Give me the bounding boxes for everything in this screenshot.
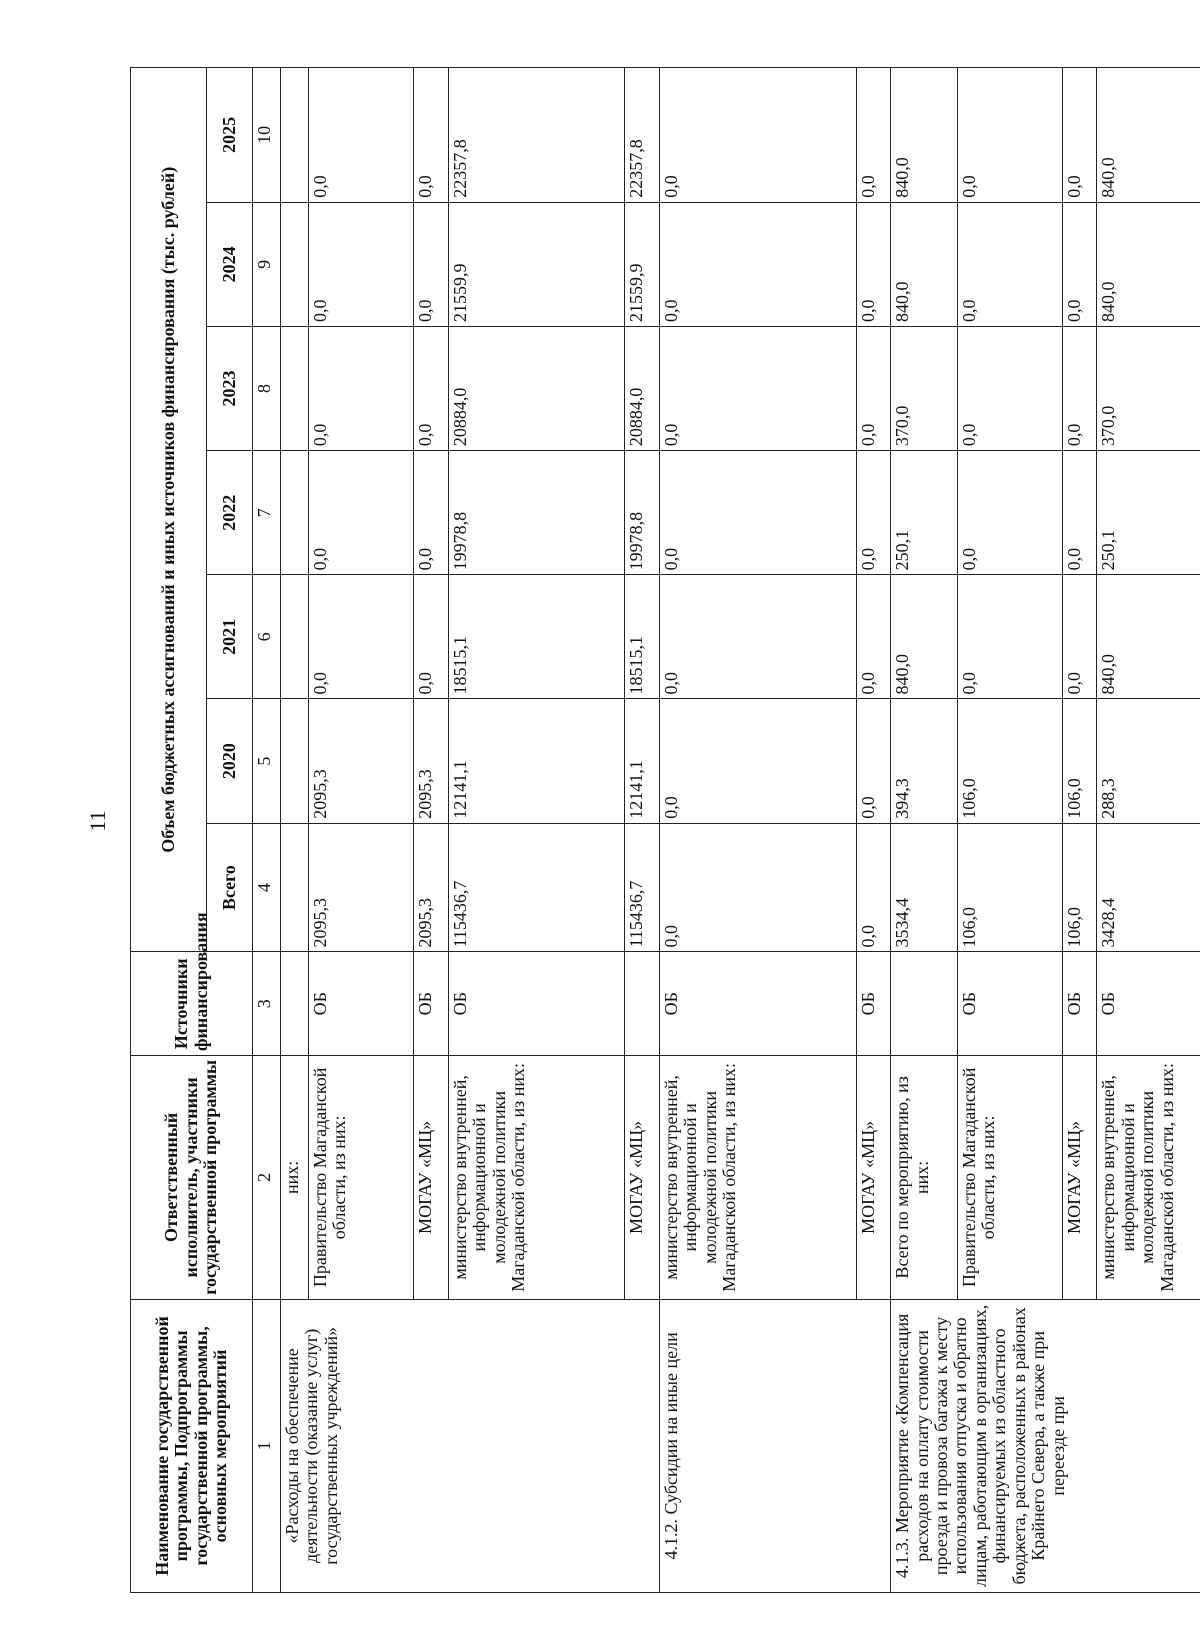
table-row [891, 68, 957, 1593]
value-cell: 0,0 [309, 326, 414, 450]
value-cell [281, 202, 309, 326]
value-cell: 840,0 [891, 202, 957, 326]
value-cell: 21559,9 [448, 202, 624, 326]
value-cell: 106,0 [957, 699, 1062, 823]
table-row [659, 68, 856, 1593]
value-cell: 0,0 [309, 68, 414, 203]
value-cell: 370,0 [1097, 326, 1200, 450]
column-number: 2 [253, 1055, 281, 1299]
value-cell: 0,0 [414, 68, 448, 203]
value-cell: 115436,7 [448, 823, 624, 952]
value-cell: 0,0 [856, 451, 890, 575]
value-cell: 115436,7 [625, 823, 659, 952]
source-cell: ОБ [309, 952, 414, 1055]
column-number: 8 [253, 326, 281, 450]
budget-table [130, 67, 1200, 1593]
value-cell: 0,0 [1063, 202, 1097, 326]
value-cell: 0,0 [309, 575, 414, 699]
value-cell: 0,0 [856, 202, 890, 326]
executor-cell: министерство внутренней, информационной и молодежной политики Магаданской области, из них: [659, 1055, 856, 1299]
header-year: 2023 [207, 326, 253, 450]
value-cell: 0,0 [1063, 575, 1097, 699]
value-cell: 0,0 [1063, 451, 1097, 575]
value-cell: 840,0 [891, 575, 957, 699]
column-number: 3 [253, 952, 281, 1055]
value-cell: 0,0 [659, 68, 856, 203]
value-cell: 0,0 [1063, 68, 1097, 203]
header-year: 2025 [207, 68, 253, 203]
source-cell [625, 952, 659, 1055]
column-number: 5 [253, 699, 281, 823]
value-cell [281, 823, 309, 952]
value-cell: 22357,8 [625, 68, 659, 203]
executor-cell: МОГАУ «МЦ» [625, 1055, 659, 1299]
table-row [281, 68, 309, 1593]
column-number: 10 [253, 68, 281, 203]
value-cell: 2095,3 [414, 823, 448, 952]
source-cell [281, 952, 309, 1055]
program-name: 4.1.3. Мероприятие «Компенсация расходов на оплату стоимости проезда и провоза багажа к месту использования отпуска и обратно лицам, работающим в организациях, финансируемых из областного бюджета, расположенных в районах Крайнего Севера, а также при переезде при [891, 1299, 1200, 1592]
value-cell: 18515,1 [448, 575, 624, 699]
value-cell: 0,0 [309, 202, 414, 326]
header-year: 2022 [207, 451, 253, 575]
value-cell: 19978,8 [448, 451, 624, 575]
executor-cell: МОГАУ «МЦ» [414, 1055, 448, 1299]
value-cell: 0,0 [659, 699, 856, 823]
value-cell: 2095,3 [414, 699, 448, 823]
header-year: 2021 [207, 575, 253, 699]
column-number: 4 [253, 823, 281, 952]
executor-cell: МОГАУ «МЦ» [856, 1055, 890, 1299]
executor-cell: МОГАУ «МЦ» [1063, 1055, 1097, 1299]
value-cell: 12141,1 [625, 699, 659, 823]
source-cell: ОБ [856, 952, 890, 1055]
value-cell: 0,0 [309, 451, 414, 575]
header-year: 2020 [207, 699, 253, 823]
program-name: 4.1.2. Субсидии на иные цели [659, 1299, 890, 1592]
source-cell: ОБ [1063, 952, 1097, 1055]
value-cell: 20884,0 [448, 326, 624, 450]
value-cell: 0,0 [856, 823, 890, 952]
source-cell: ОБ [957, 952, 1062, 1055]
header-source: Источники финансирования [131, 952, 253, 1055]
value-cell: 394,3 [891, 699, 957, 823]
column-number: 1 [253, 1299, 281, 1592]
page-number: 11 [85, 810, 110, 832]
value-cell: 288,3 [1097, 699, 1200, 823]
value-cell: 0,0 [659, 575, 856, 699]
value-cell: 840,0 [1097, 575, 1200, 699]
source-cell: ОБ [659, 952, 856, 1055]
value-cell: 21559,9 [625, 202, 659, 326]
value-cell: 0,0 [1063, 326, 1097, 450]
value-cell: 0,0 [659, 326, 856, 450]
value-cell [281, 326, 309, 450]
value-cell: 250,1 [891, 451, 957, 575]
value-cell: 106,0 [1063, 699, 1097, 823]
value-cell: 106,0 [957, 823, 1062, 952]
value-cell: 0,0 [414, 575, 448, 699]
header-executor: Ответственный исполнитель, участники государственной программы [131, 1055, 253, 1299]
value-cell: 18515,1 [625, 575, 659, 699]
value-cell: 19978,8 [625, 451, 659, 575]
value-cell: 3534,4 [891, 823, 957, 952]
executor-cell: них: [281, 1055, 309, 1299]
column-number: 6 [253, 575, 281, 699]
column-number: 7 [253, 451, 281, 575]
value-cell: 0,0 [957, 451, 1062, 575]
value-cell: 840,0 [1097, 202, 1200, 326]
value-cell [281, 68, 309, 203]
value-cell: 840,0 [891, 68, 957, 203]
value-cell: 2095,3 [309, 699, 414, 823]
value-cell: 0,0 [659, 202, 856, 326]
executor-cell: Всего по мероприятию, из них: [891, 1055, 957, 1299]
value-cell: 3428,4 [1097, 823, 1200, 952]
value-cell [281, 451, 309, 575]
value-cell: 2095,3 [309, 823, 414, 952]
value-cell: 0,0 [659, 823, 856, 952]
value-cell: 250,1 [1097, 451, 1200, 575]
value-cell: 0,0 [414, 451, 448, 575]
executor-cell: министерство внутренней, информационной и молодежной политики Магаданской области, из них: [448, 1055, 624, 1299]
value-cell: 12141,1 [448, 699, 624, 823]
header-total: Всего [207, 823, 253, 952]
column-number: 9 [253, 202, 281, 326]
value-cell: 0,0 [856, 68, 890, 203]
value-cell: 0,0 [414, 202, 448, 326]
value-cell: 840,0 [1097, 68, 1200, 203]
value-cell: 20884,0 [625, 326, 659, 450]
value-cell: 0,0 [856, 326, 890, 450]
value-cell: 106,0 [1063, 823, 1097, 952]
value-cell: 22357,8 [448, 68, 624, 203]
value-cell: 0,0 [856, 575, 890, 699]
program-name: «Расходы на обеспечение деятельности (оказание услуг) государственных учреждений» [281, 1299, 660, 1592]
source-cell: ОБ [448, 952, 624, 1055]
executor-cell: Правительство Магаданской области, из них: [309, 1055, 414, 1299]
source-cell: ОБ [1097, 952, 1200, 1055]
value-cell: 0,0 [659, 451, 856, 575]
value-cell: 0,0 [957, 68, 1062, 203]
rotated-table-container [130, 67, 1200, 1593]
value-cell [281, 699, 309, 823]
value-cell: 0,0 [856, 699, 890, 823]
source-cell [891, 952, 957, 1055]
value-cell: 0,0 [414, 326, 448, 450]
header-name: Наименование государственной программы, Подпрограммы государственной программы, основных мероприятий [131, 1299, 253, 1592]
value-cell [281, 575, 309, 699]
value-cell: 370,0 [891, 326, 957, 450]
executor-cell: Правительство Магаданской области, из них: [957, 1055, 1062, 1299]
source-cell: ОБ [414, 952, 448, 1055]
value-cell: 0,0 [957, 575, 1062, 699]
header-volume: Объем бюджетных ассигнований и иных источников финансирования (тыс. рублей) [131, 68, 207, 952]
value-cell: 0,0 [957, 326, 1062, 450]
value-cell: 0,0 [957, 202, 1062, 326]
executor-cell: министерство внутренней, информационной и молодежной политики Магаданской области, из них: [1097, 1055, 1200, 1299]
header-year: 2024 [207, 202, 253, 326]
